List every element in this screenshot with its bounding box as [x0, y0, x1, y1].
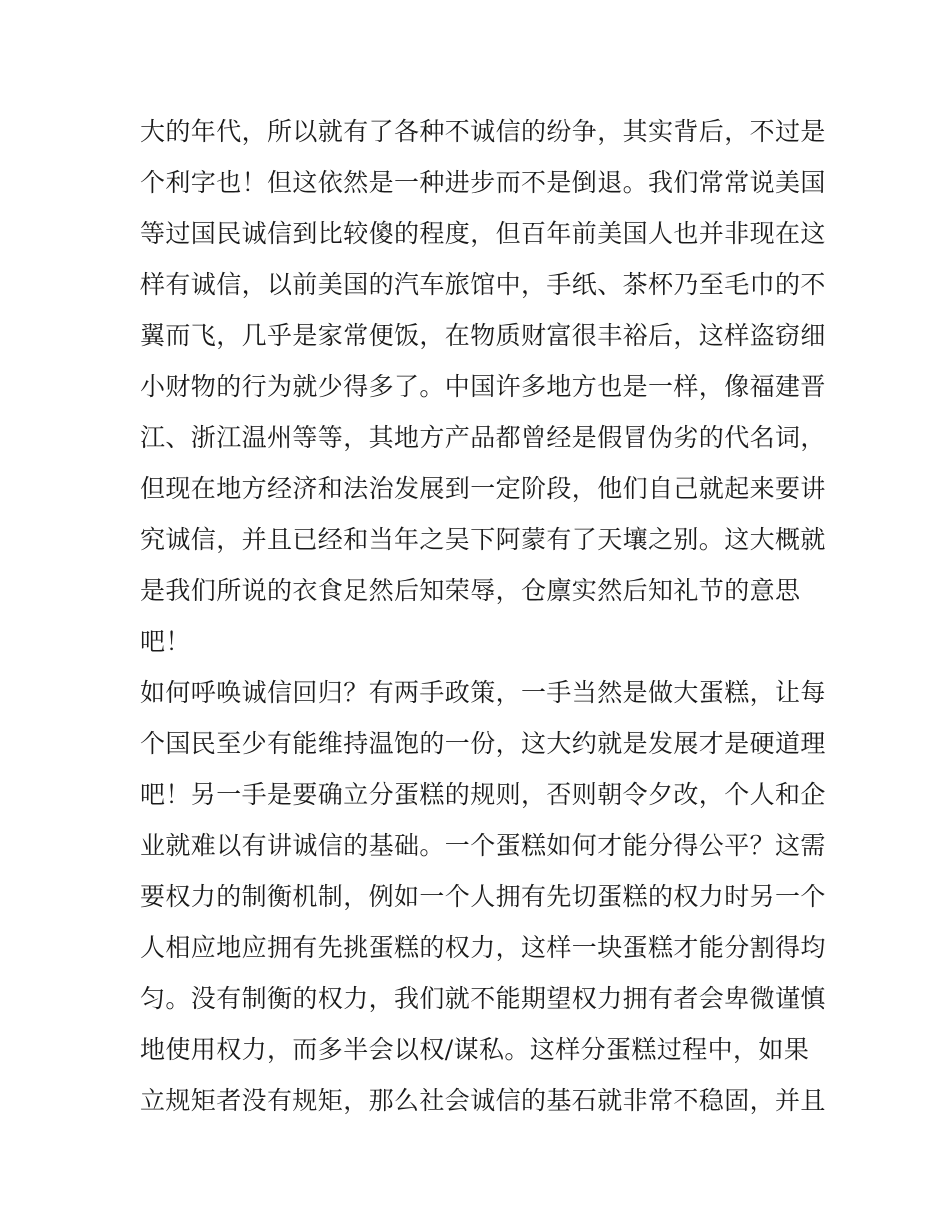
text-line: 样有诚信，以前美国的汽车旅馆中，手纸、茶杯乃至毛巾的不: [140, 270, 826, 299]
text-line: 如何呼唤诚信回归？有两手政策，一手当然是做大蛋糕，让每: [140, 678, 826, 707]
text-line: 究诚信，并且已经和当年之吴下阿蒙有了天壤之别。这大概就: [140, 525, 826, 554]
text-line: 业就难以有讲诚信的基础。一个蛋糕如何才能分得公平？这需: [140, 831, 826, 860]
text-line: 要权力的制衡机制，例如一个人拥有先切蛋糕的权力时另一个: [140, 882, 826, 911]
text-line: 大的年代，所以就有了各种不诚信的纷争，其实背后，不过是: [140, 117, 826, 146]
text-line: 个国民至少有能维持温饱的一份，这大约就是发展才是硬道理: [140, 729, 826, 758]
text-line: 匀。没有制衡的权力，我们就不能期望权力拥有者会卑微谨慎: [140, 984, 826, 1013]
text-line: 小财物的行为就少得多了。中国许多地方也是一样，像福建晋: [140, 372, 826, 401]
text-line: 吧！: [140, 627, 191, 656]
text-line: 个利字也！但这依然是一种进步而不是倒退。我们常常说美国: [140, 168, 826, 197]
text-line: 立规矩者没有规矩，那么社会诚信的基石就非常不稳固，并且: [140, 1086, 826, 1115]
text-line: 是我们所说的衣食足然后知荣辱，仓廪实然后知礼节的意思: [140, 576, 801, 605]
text-line: 翼而飞，几乎是家常便饭，在物质财富很丰裕后，这样盗窃细: [140, 321, 826, 350]
text-line: 人相应地应拥有先挑蛋糕的权力，这样一块蛋糕才能分割得均: [140, 933, 826, 962]
text-line: 江、浙江温州等等，其地方产品都曾经是假冒伪劣的代名词，: [140, 423, 826, 452]
text-line: 但现在地方经济和法治发展到一定阶段，他们自己就起来要讲: [140, 474, 826, 503]
text-line: 吧！另一手是要确立分蛋糕的规则，否则朝令夕改，个人和企: [140, 780, 826, 809]
text-line: 等过国民诚信到比较傻的程度，但百年前美国人也并非现在这: [140, 219, 826, 248]
body-text: [140, 106, 826, 1126]
text-line: 地使用权力，而多半会以权/谋私。这样分蛋糕过程中，如果: [140, 1035, 810, 1064]
